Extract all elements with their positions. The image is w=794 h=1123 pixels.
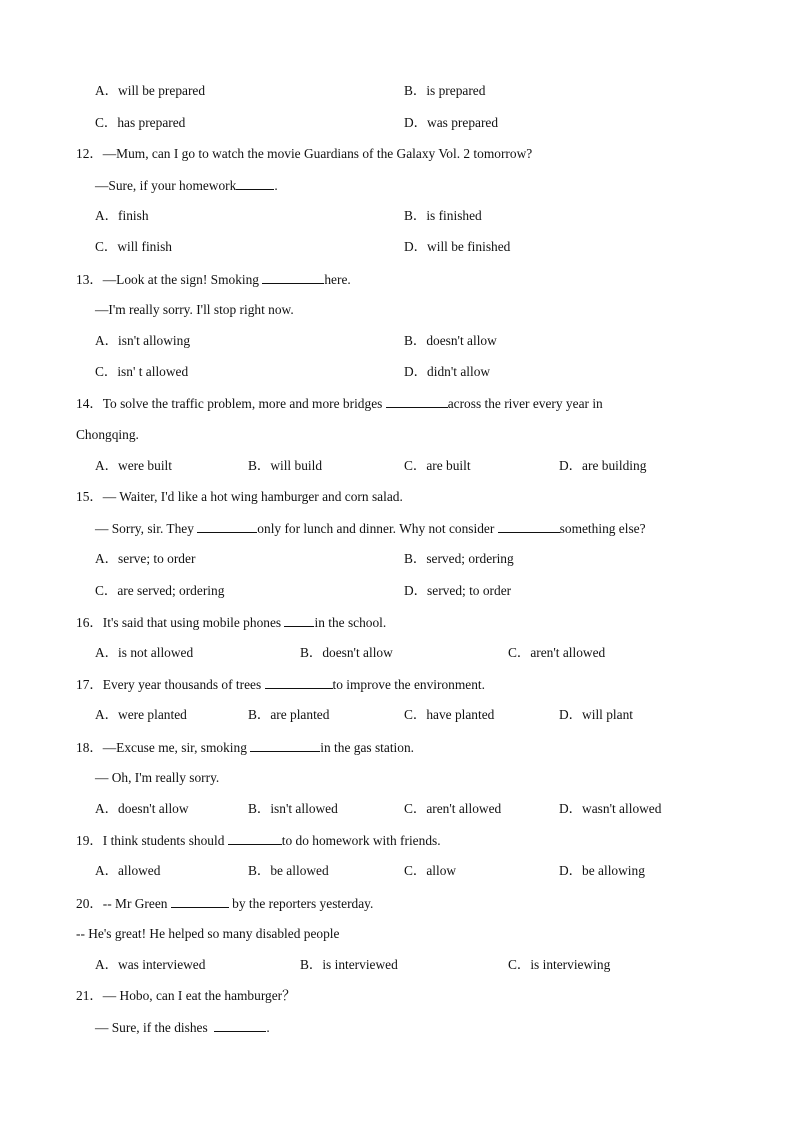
- q20-stem-text: 20．-- Mr Green: [76, 896, 171, 911]
- q17-stem-text: 17．Every year thousands of trees: [76, 677, 265, 692]
- q20-option-a[interactable]: A．was interviewed: [95, 957, 206, 972]
- answer-blank: [386, 395, 448, 408]
- q21-response-text: — Sure, if the dishes: [95, 1020, 215, 1035]
- q13-option-d[interactable]: D．didn't allow: [404, 364, 491, 379]
- answer-blank: [197, 520, 257, 533]
- q12-response: [95, 177, 278, 194]
- q13-stem-text: 13．—Look at the sign! Smoking: [76, 272, 263, 287]
- q19-stem: [76, 832, 441, 849]
- q21-response-end: .: [266, 1020, 270, 1035]
- q14-stem-continued: Chongqing.: [76, 427, 139, 442]
- q14-option-c[interactable]: C．are built: [404, 458, 471, 473]
- q13-option-b[interactable]: B．doesn't allow: [404, 333, 497, 348]
- answer-blank: [171, 895, 229, 908]
- q15-option-c[interactable]: C．are served; ordering: [95, 583, 225, 598]
- q13-stem: [76, 271, 351, 288]
- q13-option-c[interactable]: C．isn' t allowed: [95, 364, 189, 379]
- answer-blank: [236, 177, 274, 190]
- q15-response-text: — Sorry, sir. They: [95, 521, 198, 536]
- q12-response-text: —Sure, if your homework: [95, 178, 237, 193]
- q19-option-a[interactable]: A．allowed: [95, 863, 161, 878]
- q11-option-d[interactable]: D．was prepared: [404, 115, 499, 130]
- q16-option-c[interactable]: C．aren't allowed: [508, 645, 606, 660]
- q19-stem-text: 19．I think students should: [76, 833, 228, 848]
- q20-stem: [76, 895, 373, 912]
- q14-stem: [76, 395, 603, 412]
- q15-option-a[interactable]: A．serve; to order: [95, 551, 196, 566]
- q18-option-b[interactable]: B．isn't allowed: [248, 801, 338, 816]
- answer-blank: [250, 739, 320, 752]
- q15-response-end: something else?: [559, 521, 646, 536]
- q11-option-a[interactable]: A．will be prepared: [95, 83, 206, 98]
- q12-option-c[interactable]: C．will finish: [95, 239, 173, 254]
- q17-option-c[interactable]: C．have planted: [404, 707, 495, 722]
- q21-stem: 21．— Hobo, can I eat the hamburger？: [76, 988, 296, 1003]
- q18-stem: [76, 739, 414, 756]
- q16-option-a[interactable]: A．is not allowed: [95, 645, 194, 660]
- q18-option-c[interactable]: C．aren't allowed: [404, 801, 502, 816]
- q20-option-c[interactable]: C．is interviewing: [508, 957, 611, 972]
- q12-option-a[interactable]: A．finish: [95, 208, 149, 223]
- q11-option-c[interactable]: C．has prepared: [95, 115, 186, 130]
- q16-stem-text: 16．It's said that using mobile phones: [76, 615, 285, 630]
- q14-stem-end: across the river every year in: [447, 396, 603, 411]
- q20-option-b[interactable]: B．is interviewed: [300, 957, 398, 972]
- q14-option-d[interactable]: D．are building: [559, 458, 647, 473]
- q19-option-d[interactable]: D．be allowing: [559, 863, 645, 878]
- q15-response-middle: only for lunch and dinner. Why not consider: [257, 521, 498, 536]
- q17-option-a[interactable]: A．were planted: [95, 707, 187, 722]
- answer-blank: [262, 271, 324, 284]
- answer-blank: [228, 832, 282, 845]
- answer-blank: [498, 520, 560, 533]
- q18-option-d[interactable]: D．wasn't allowed: [559, 801, 662, 816]
- q13-stem-end: here.: [324, 272, 351, 287]
- q12-response-end: .: [274, 178, 278, 193]
- q20-response: -- He's great! He helped so many disabled people: [76, 926, 340, 941]
- q14-option-a[interactable]: A．were built: [95, 458, 172, 473]
- q12-stem: 12．—Mum, can I go to watch the movie Guardians of the Galaxy Vol. 2 tomorrow?: [76, 146, 533, 161]
- q17-option-d[interactable]: D．will plant: [559, 707, 634, 722]
- q13-option-a[interactable]: A．isn't allowing: [95, 333, 191, 348]
- q16-stem: [76, 614, 386, 631]
- q19-stem-end: to do homework with friends.: [281, 833, 441, 848]
- q11-option-b[interactable]: B．is prepared: [404, 83, 486, 98]
- answer-blank: [214, 1019, 266, 1032]
- q19-option-c[interactable]: C．allow: [404, 863, 457, 878]
- q13-response: —I'm really sorry. I'll stop right now.: [95, 302, 294, 317]
- q15-option-d[interactable]: D．served; to order: [404, 583, 512, 598]
- answer-blank: [265, 676, 333, 689]
- q14-stem-text: 14．To solve the traffic problem, more and more bridges: [76, 396, 386, 411]
- q18-stem-text: 18．—Excuse me, sir, smoking: [76, 740, 251, 755]
- q18-stem-end: in the gas station.: [320, 740, 415, 755]
- q18-option-a[interactable]: A．doesn't allow: [95, 801, 189, 816]
- q15-option-b[interactable]: B．served; ordering: [404, 551, 514, 566]
- q12-option-d[interactable]: D．will be finished: [404, 239, 511, 254]
- q16-stem-end: in the school.: [314, 615, 387, 630]
- q12-option-b[interactable]: B．is finished: [404, 208, 482, 223]
- q17-stem-end: to improve the environment.: [332, 677, 486, 692]
- q17-option-b[interactable]: B．are planted: [248, 707, 330, 722]
- q15-stem: 15．— Waiter, I'd like a hot wing hamburger and corn salad.: [76, 489, 403, 504]
- q16-option-b[interactable]: B．doesn't allow: [300, 645, 393, 660]
- q21-response: [95, 1019, 270, 1036]
- q18-response: — Oh, I'm really sorry.: [95, 770, 220, 785]
- q19-option-b[interactable]: B．be allowed: [248, 863, 329, 878]
- q17-stem: [76, 676, 485, 693]
- q15-response: [95, 520, 646, 537]
- q20-stem-end: by the reporters yesterday.: [228, 896, 374, 911]
- q14-option-b[interactable]: B．will build: [248, 458, 323, 473]
- answer-blank: [284, 614, 314, 627]
